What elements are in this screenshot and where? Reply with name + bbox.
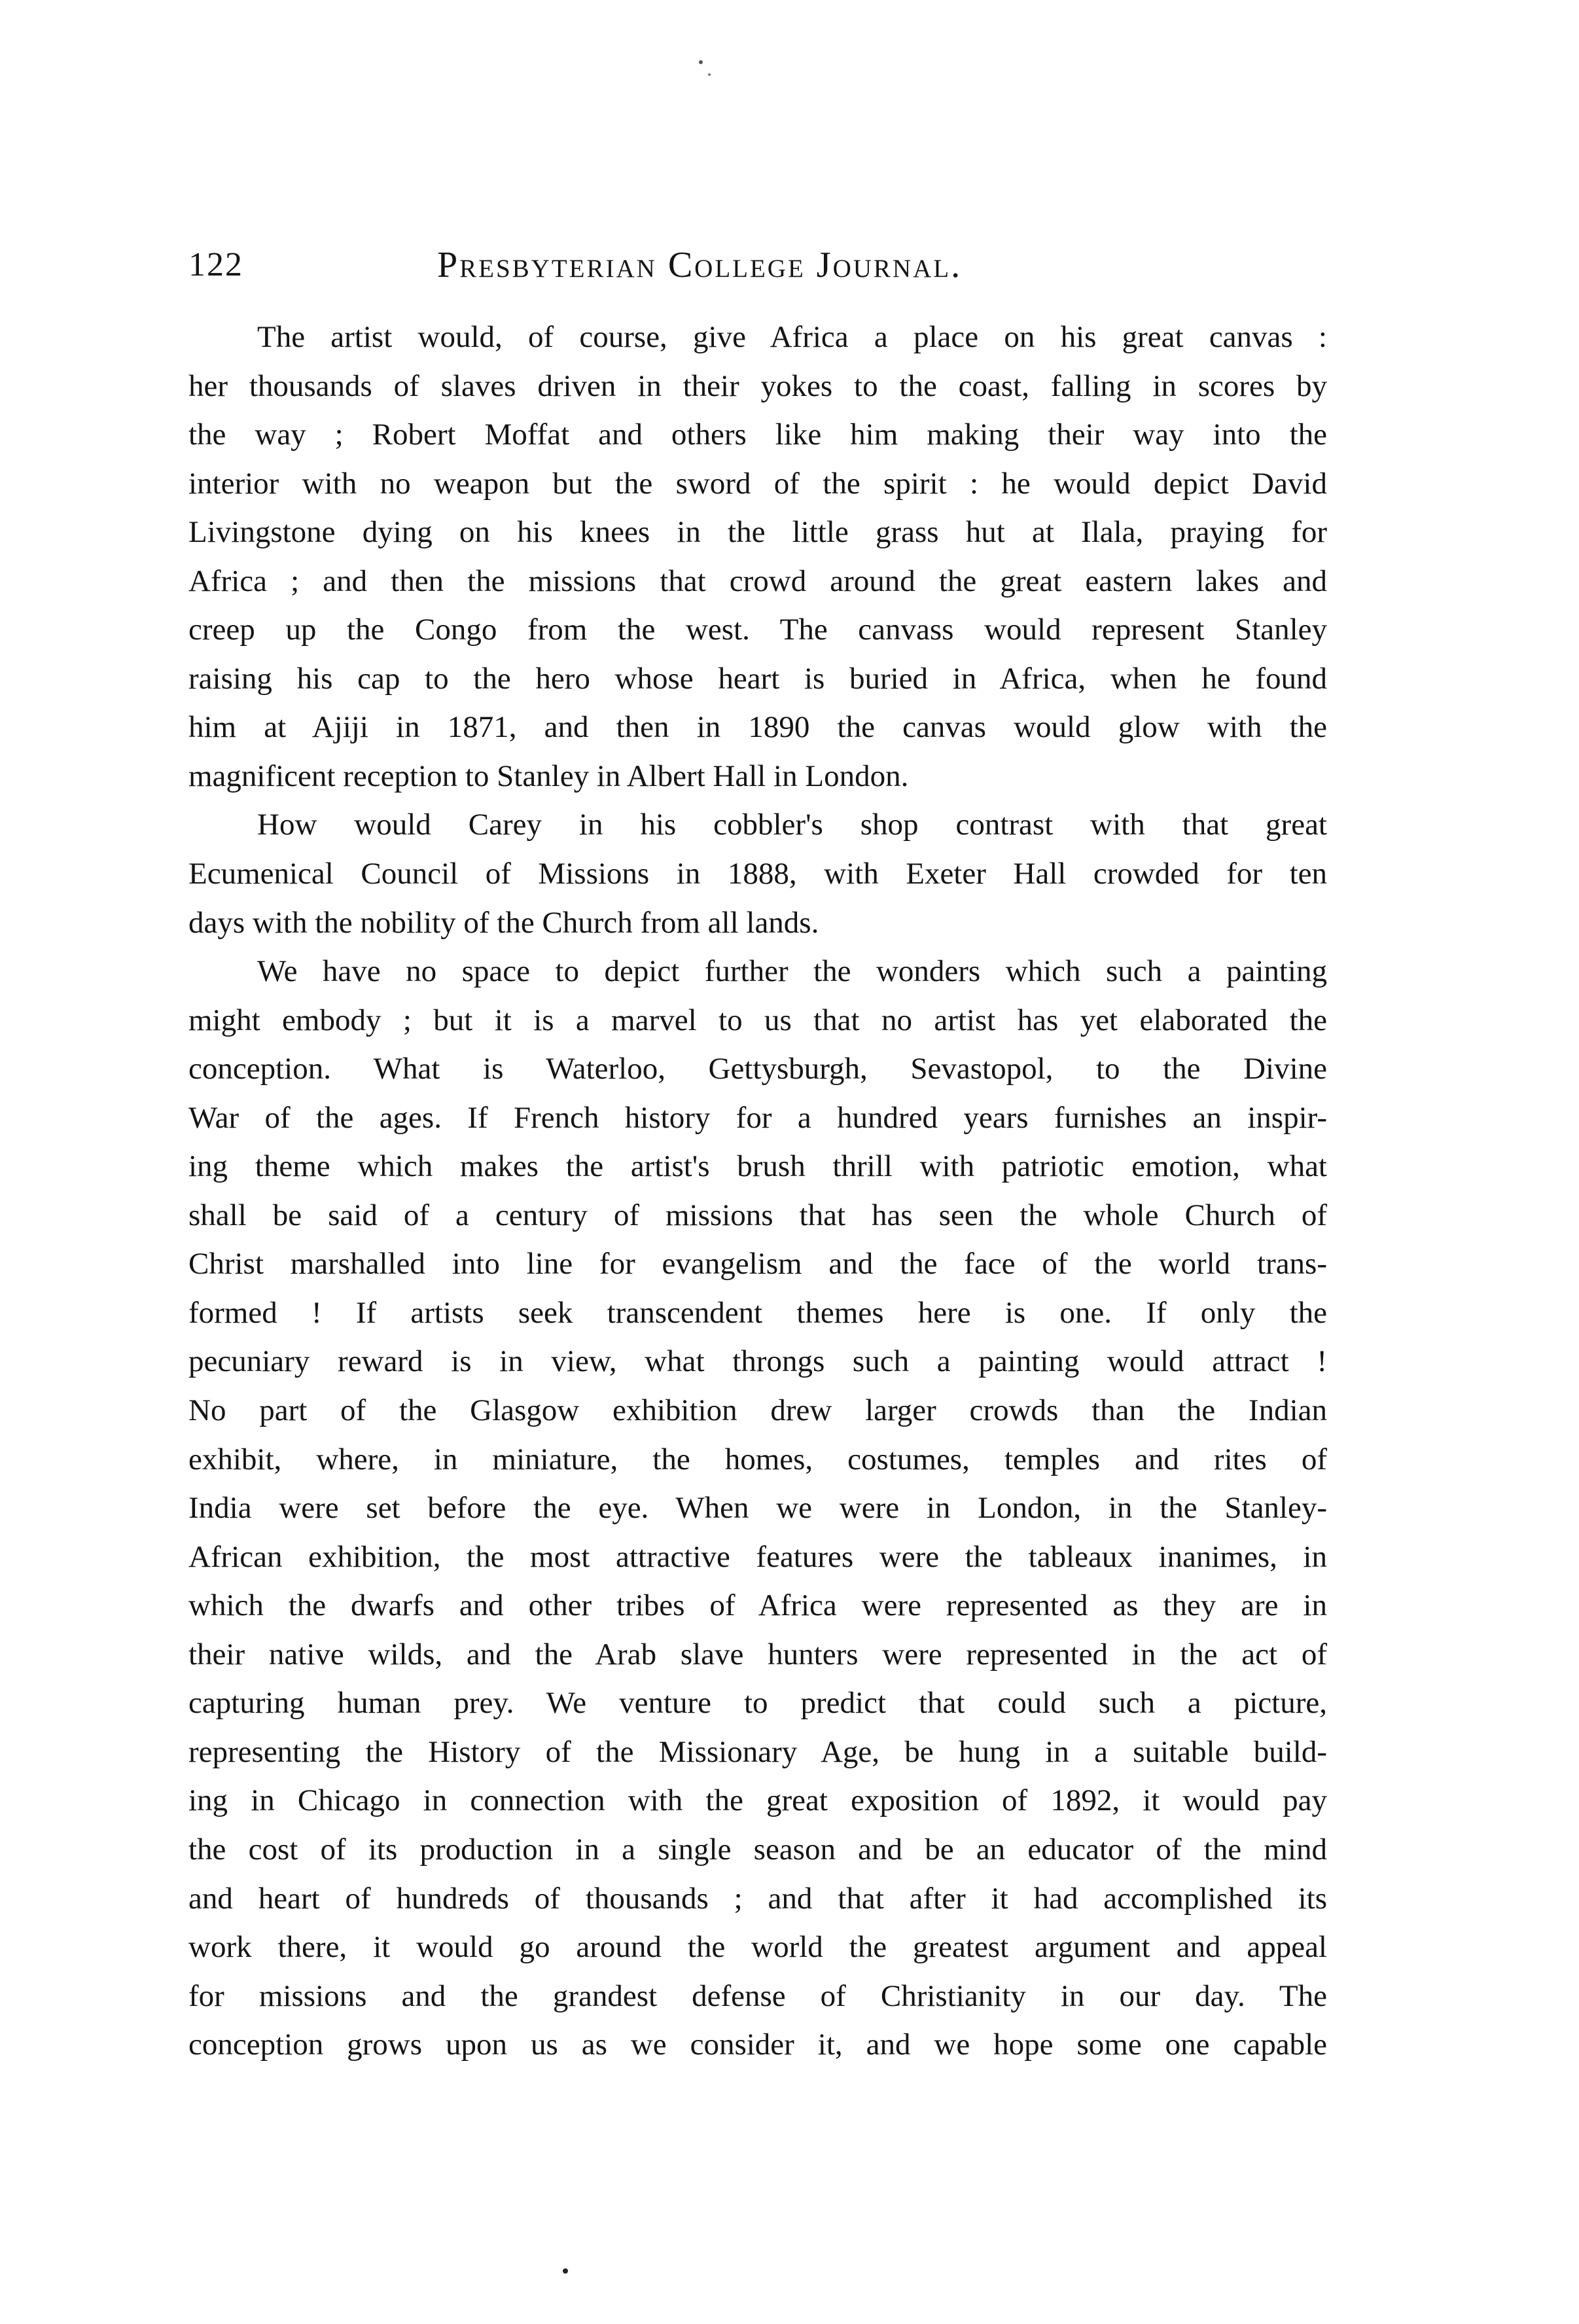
page-header xyxy=(188,239,1327,291)
text-line: conception grows upon us as we consider it, and we hope some one capable xyxy=(188,2028,1327,2062)
body-text xyxy=(188,313,1327,2069)
text-line: We have no space to depict further the wonders which such a painting xyxy=(257,954,1327,989)
text-line: The artist would, of course, give Africa a place on his great canvas : xyxy=(257,320,1327,354)
text-line: pecuniary reward is in view, what throngs such a painting would attract ! xyxy=(188,1344,1327,1379)
text-line: might embody ; but it is a marvel to us that no artist has yet elaborated the xyxy=(188,1003,1327,1037)
text-line: him at Ajiji in 1871, and then in 1890 the canvas would glow with the xyxy=(188,710,1327,745)
text-line: days with the nobility of the Church from all lands. xyxy=(188,905,819,940)
text-line: raising his cap to the hero whose heart is buried in Africa, when he found xyxy=(188,661,1327,696)
text-line: her thousands of slaves driven in their yokes to the coast, falling in scores by xyxy=(188,368,1327,403)
scan-speck xyxy=(708,73,711,76)
text-line: which the dwarfs and other tribes of Africa were represented as they are in xyxy=(188,1588,1327,1623)
text-line: ing in Chicago in connection with the great exposition of 1892, it would pay xyxy=(188,1783,1327,1818)
text-line: conception. What is Waterloo, Gettysburgh, Sevastopol, to the Divine xyxy=(188,1052,1327,1086)
text-line: and heart of hundreds of thousands ; and that after it had accomplished its xyxy=(188,1881,1327,1916)
text-line: the cost of its production in a single season and be an educator of the mind xyxy=(188,1832,1327,1867)
text-line: Livingstone dying on his knees in the little grass hut at Ilala, praying for xyxy=(188,515,1327,550)
text-line: Christ marshalled into line for evangelism and the face of the world trans- xyxy=(188,1247,1327,1281)
running-head: Presbyterian College Journal. xyxy=(437,245,963,285)
text-line: India were set before the eye. When we were in London, in the Stanley- xyxy=(188,1491,1327,1526)
text-line: exhibit, where, in miniature, the homes, costumes, temples and rites of xyxy=(188,1442,1327,1476)
text-line: creep up the Congo from the west. The canvass would represent Stanley xyxy=(188,613,1327,647)
text-line: capturing human prey. We venture to predict that could such a picture, xyxy=(188,1686,1327,1721)
text-line: work there, it would go around the world the greatest argument and appeal xyxy=(188,1930,1327,1965)
text-line: shall be said of a century of missions that has seen the whole Church of xyxy=(188,1198,1327,1232)
page-number: 122 xyxy=(188,246,243,283)
text-line: the way ; Robert Moffat and others like him making their way into the xyxy=(188,418,1327,452)
text-line: magnificent reception to Stanley in Albert Hall in London. xyxy=(188,759,909,793)
text-line: How would Carey in his cobbler's shop contrast with that great xyxy=(257,808,1327,842)
text-line: Africa ; and then the missions that crowd around the great eastern lakes and xyxy=(188,563,1327,598)
text-line: interior with no weapon but the sword of the spirit : he would depict David xyxy=(188,466,1327,501)
text-line: African exhibition, the most attractive features were the tableaux inanimes, in xyxy=(188,1539,1327,1574)
text-line: formed ! If artists seek transcendent themes here is one. If only the xyxy=(188,1295,1327,1330)
scan-speck xyxy=(699,60,703,64)
scan-speck xyxy=(563,2268,568,2274)
text-line: representing the History of the Missionary Age, be hung in a suitable build- xyxy=(188,1734,1327,1769)
text-line: No part of the Glasgow exhibition drew larger crowds than the Indian xyxy=(188,1393,1327,1428)
text-line: Ecumenical Council of Missions in 1888, with Exeter Hall crowded for ten xyxy=(188,857,1327,891)
text-line: for missions and the grandest defense of Christianity in our day. The xyxy=(188,1978,1327,2013)
text-line: their native wilds, and the Arab slave hunters were represented in the act of xyxy=(188,1637,1327,1671)
text-line: War of the ages. If French history for a hundred years furnishes an inspir- xyxy=(188,1100,1327,1135)
text-line: ing theme which makes the artist's brush thrill with patriotic emotion, what xyxy=(188,1149,1327,1184)
